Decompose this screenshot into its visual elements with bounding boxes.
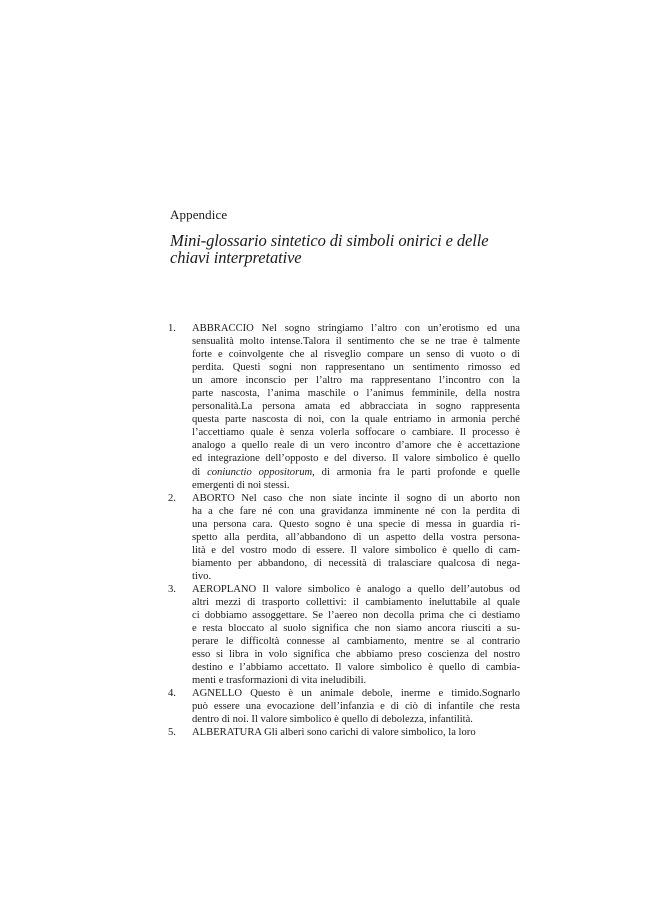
entry-text [192,726,520,739]
entry-line: questa parte nascosta di noi, con la quale entriamo in armonia perché [192,414,520,426]
entry-line: analogo a quello reale di un vero incontro d’amore che è accettazione [192,440,520,452]
entry-line: un amore inconscio per l’altro ma rappresentano l’incontro con la [192,375,520,387]
title-line: Mini-glossario sintetico di simboli onirici e delle [170,231,489,250]
glossary-entry [168,726,520,739]
entry-line: tivo. [192,570,212,582]
entry-line: perare le difficoltà connesse al cambiamento, mentre se al contrario [192,636,520,648]
page-title [170,232,500,266]
glossary-entry [168,583,520,687]
section-label: Appendice [170,207,228,222]
entry-line: emergenti di noi stessi. [192,479,290,491]
entry-line: l’accettiamo quale è senza volerla soffocare o cambiare. Il processo è [192,427,520,439]
entry-line: AEROPLANO Il valore simbolico è analogo a quello dell’autobus od [192,583,520,595]
entry-line: spetto alla perdita, all’abbandono di un aspetto della vostra persona- [192,531,520,543]
entry-line: ed integrazione dell’opposto e del diverso. Il valore simbolico è quello [192,453,520,465]
entry-line: parte nascosta, l’anima maschile o l’animus femminile, della nostra [192,388,520,400]
entry-text [192,687,520,726]
title-line: chiavi interpretative [170,248,302,267]
entry-line: perdita. Questi sogni non rappresentano un sentimento rimosso ed [192,362,520,374]
entry-line: esso si libra in volo significa che abbiamo preso coscienza del nostro [192,649,520,661]
entry-number: 1. [168,323,176,334]
entry-line: forte e coinvolgente che al risveglio compare un senso di vuoto o di [192,349,520,361]
entry-text [192,492,520,583]
entry-line: ABBRACCIO Nel sogno stringiamo l’altro con un’erotismo ed una [192,323,520,334]
entry-number: 4. [168,688,176,700]
entry-line: e resta bloccato al suolo significa che non siamo ancora riusciti a su- [192,623,520,635]
entry-line: una persona cara. Questo sogno è una specie di messa in guardia ri- [192,518,520,530]
entry-line: ABORTO Nel caso che non siate incinte il sogno di un aborto non [192,492,520,504]
entry-text [192,583,520,687]
entry-line: ALBERATURA Gli alberi sono carichi di valore simbolico, la loro [192,727,476,739]
entry-line: sensualità molto intense.Talora il sentimento che se ne trae è talmente [192,336,520,348]
glossary-entry [168,687,520,726]
glossary-entry [168,492,520,583]
entry-line: personalità.La persona amata ed abbracciata in sogno rappresenta [192,401,520,413]
entry-line: AGNELLO Questo è un animale debole, inerme e timido.Sognarlo [192,688,520,700]
entry-line: destino e l’abbiamo accettato. Il valore simbolico è quello di cambia- [192,662,520,674]
entry-text [192,322,520,492]
entry-line: ci dobbiamo assoggettare. Se l’aereo non decolla prima che ci destiamo [192,610,520,622]
entry-line: ha a che fare né con una gravidanza imminente né con la perdita di [192,505,520,517]
entry-number: 5. [168,727,176,739]
latin-phrase: coniunctio oppositorum [207,466,313,478]
glossary-entry [168,322,520,492]
entry-line: lità e del vostro modo di essere. Il valore simbolico è quello di cam- [192,544,520,556]
entry-line: dentro di noi. Il valore simbolico è quello di debolezza, infantilità. [192,714,473,726]
entry-line: biamento per abbandono, di necessità di tralasciare qualcosa di nega- [192,557,520,569]
entry-line: altri mezzi di trasporto collettivi: il cambiamento ineluttabile al quale [192,596,520,608]
entry-line: di coniunctio oppositorum, di armonia fra le parti profonde e quelle [192,466,520,478]
entry-line: può essere una evocazione dell’infanzia e di ciò di infantile che resta [192,701,520,713]
entry-number: 2. [168,492,176,504]
entry-line: menti e trasformazioni di vita ineludibili. [192,675,367,687]
glossary-list [168,322,520,740]
entry-number: 3. [168,583,176,595]
